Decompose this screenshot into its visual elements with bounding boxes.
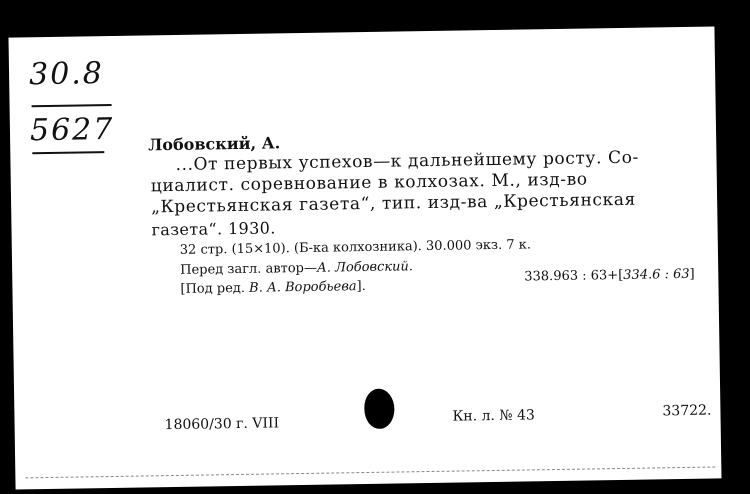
physical-description: 32 стр. (15×10). (Б-ка колхозника). 30.000 экз. 7 к.	[179, 237, 532, 258]
author-note	[180, 259, 413, 278]
title-line-2: циалист. соревнование в колхозах. М., изд-во	[150, 169, 588, 197]
footer-card-number: 33722.	[662, 402, 712, 420]
classification-end: ]	[689, 266, 695, 282]
footer-book-list: Кн. л. № 43	[452, 407, 535, 425]
title-line-1: ...От первых успехов—к дальнейшему росту. Со-	[175, 147, 639, 175]
call-number-bottom: 5627	[29, 111, 115, 149]
classification-italic: 334.6 : 63	[623, 266, 690, 283]
author-heading: Лобовский, А.	[148, 133, 281, 155]
author-note-prefix: Перед загл. автор—	[180, 260, 318, 278]
call-number-divider	[32, 104, 112, 107]
editor-note-suffix: ].	[356, 278, 366, 295]
punch-hole	[364, 389, 395, 429]
bottom-dashed-rule	[25, 467, 715, 479]
editor-note	[180, 279, 366, 297]
call-number-top: 30.8	[28, 56, 105, 93]
footer-print-number: 18060/30 г. VIII	[164, 415, 280, 434]
title-line-3: „Крестьянская газета“, тип. изд-ва „Крестьянская	[151, 189, 636, 218]
author-note-name: А. Лобовский.	[316, 259, 414, 276]
editor-note-prefix: [Под ред.	[180, 280, 250, 297]
editor-note-name: В. А. Воробьева	[249, 279, 357, 296]
catalog-card	[8, 26, 721, 489]
title-line-4: газета“. 1930.	[151, 218, 276, 240]
call-number-underline	[32, 151, 104, 154]
classification-code	[524, 267, 695, 285]
classification-main: 338.963 : 63+[	[524, 267, 624, 285]
